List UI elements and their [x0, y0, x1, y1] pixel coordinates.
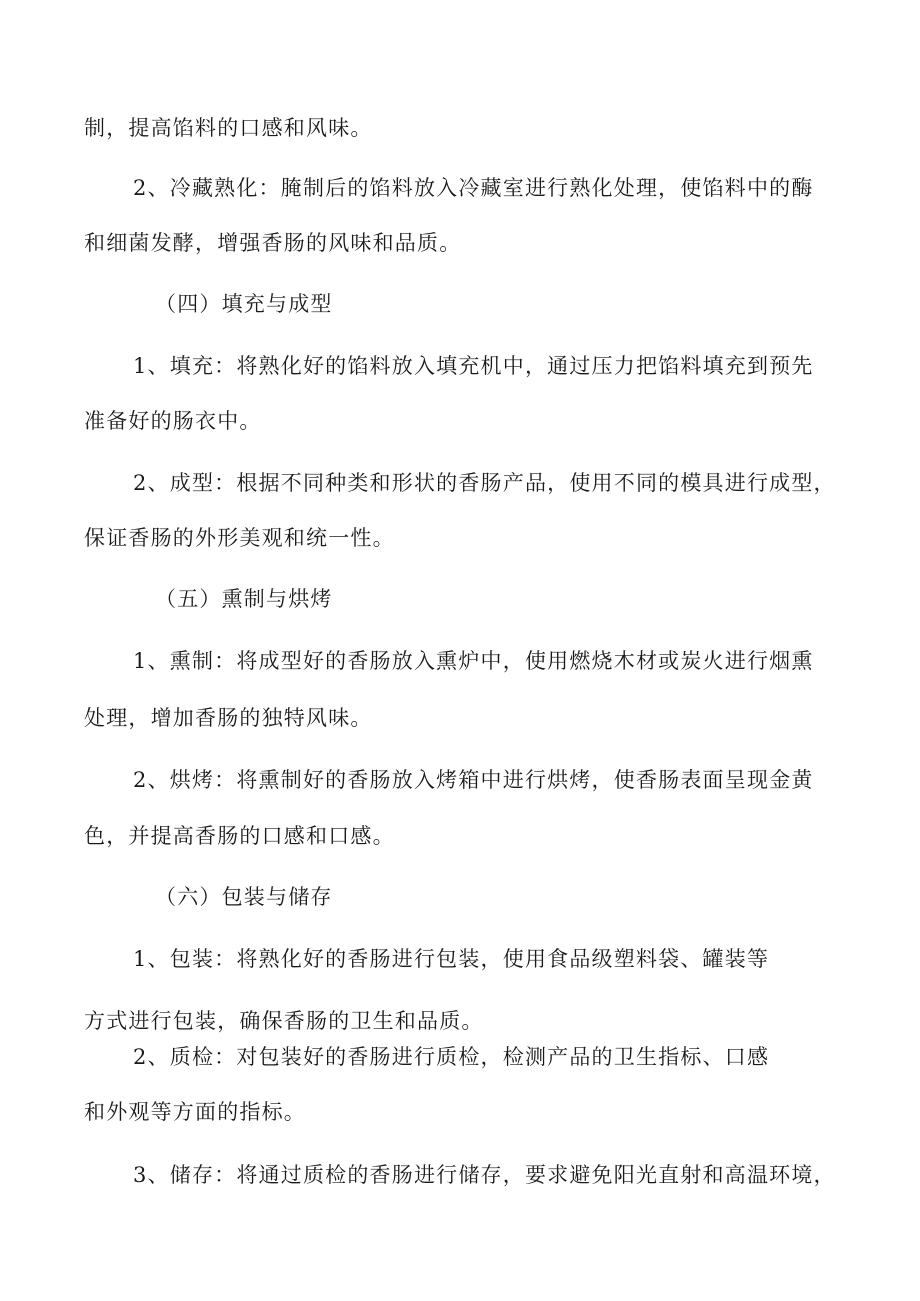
- paragraph-line: 1、填充：将熟化好的馅料放入填充机中，通过压力把馅料填充到预先: [133, 354, 814, 378]
- paragraph-line: 处理，增加香肠的独特风味。: [84, 706, 373, 730]
- section-heading: （四）填充与成型: [155, 292, 333, 316]
- paragraph-line: 2、冷藏熟化：腌制后的馅料放入冷藏室进行熟化处理，使馅料中的酶: [133, 176, 814, 200]
- paragraph-line: 和外观等方面的指标。: [84, 1100, 306, 1124]
- paragraph-line: 方式进行包装，确保香肠的卫生和品质。: [84, 1009, 484, 1033]
- paragraph-line: 2、成型：根据不同种类和形状的香肠产品，使用不同的模具进行成型，: [133, 471, 836, 495]
- paragraph-line: 保证香肠的外形美观和统一性。: [84, 526, 395, 550]
- paragraph-line: 色，并提高香肠的口感和口感。: [84, 824, 395, 848]
- section-heading: （五）熏制与烘烤: [155, 587, 333, 611]
- section-heading: （六）包装与储存: [155, 885, 333, 909]
- paragraph-line: 2、烘烤：将熏制好的香肠放入烤箱中进行烘烤，使香肠表面呈现金黄: [133, 768, 814, 792]
- paragraph-line: 3、储存：将通过质检的香肠进行储存，要求避免阳光直射和高温环境，: [133, 1163, 836, 1187]
- paragraph-line: 和细菌发酵，增强香肠的风味和品质。: [84, 231, 462, 255]
- paragraph-line: 2、质检：对包装好的香肠进行质检，检测产品的卫生指标、口感: [133, 1045, 770, 1069]
- paragraph-line: 准备好的肠衣中。: [84, 409, 262, 433]
- paragraph-line: 1、熏制：将成型好的香肠放入熏炉中，使用燃烧木材或炭火进行烟熏: [133, 649, 814, 673]
- paragraph-line: 1、包装：将熟化好的香肠进行包装，使用食品级塑料袋、罐装等: [133, 947, 770, 971]
- paragraph-line: 制，提高馅料的口感和风味。: [84, 116, 373, 140]
